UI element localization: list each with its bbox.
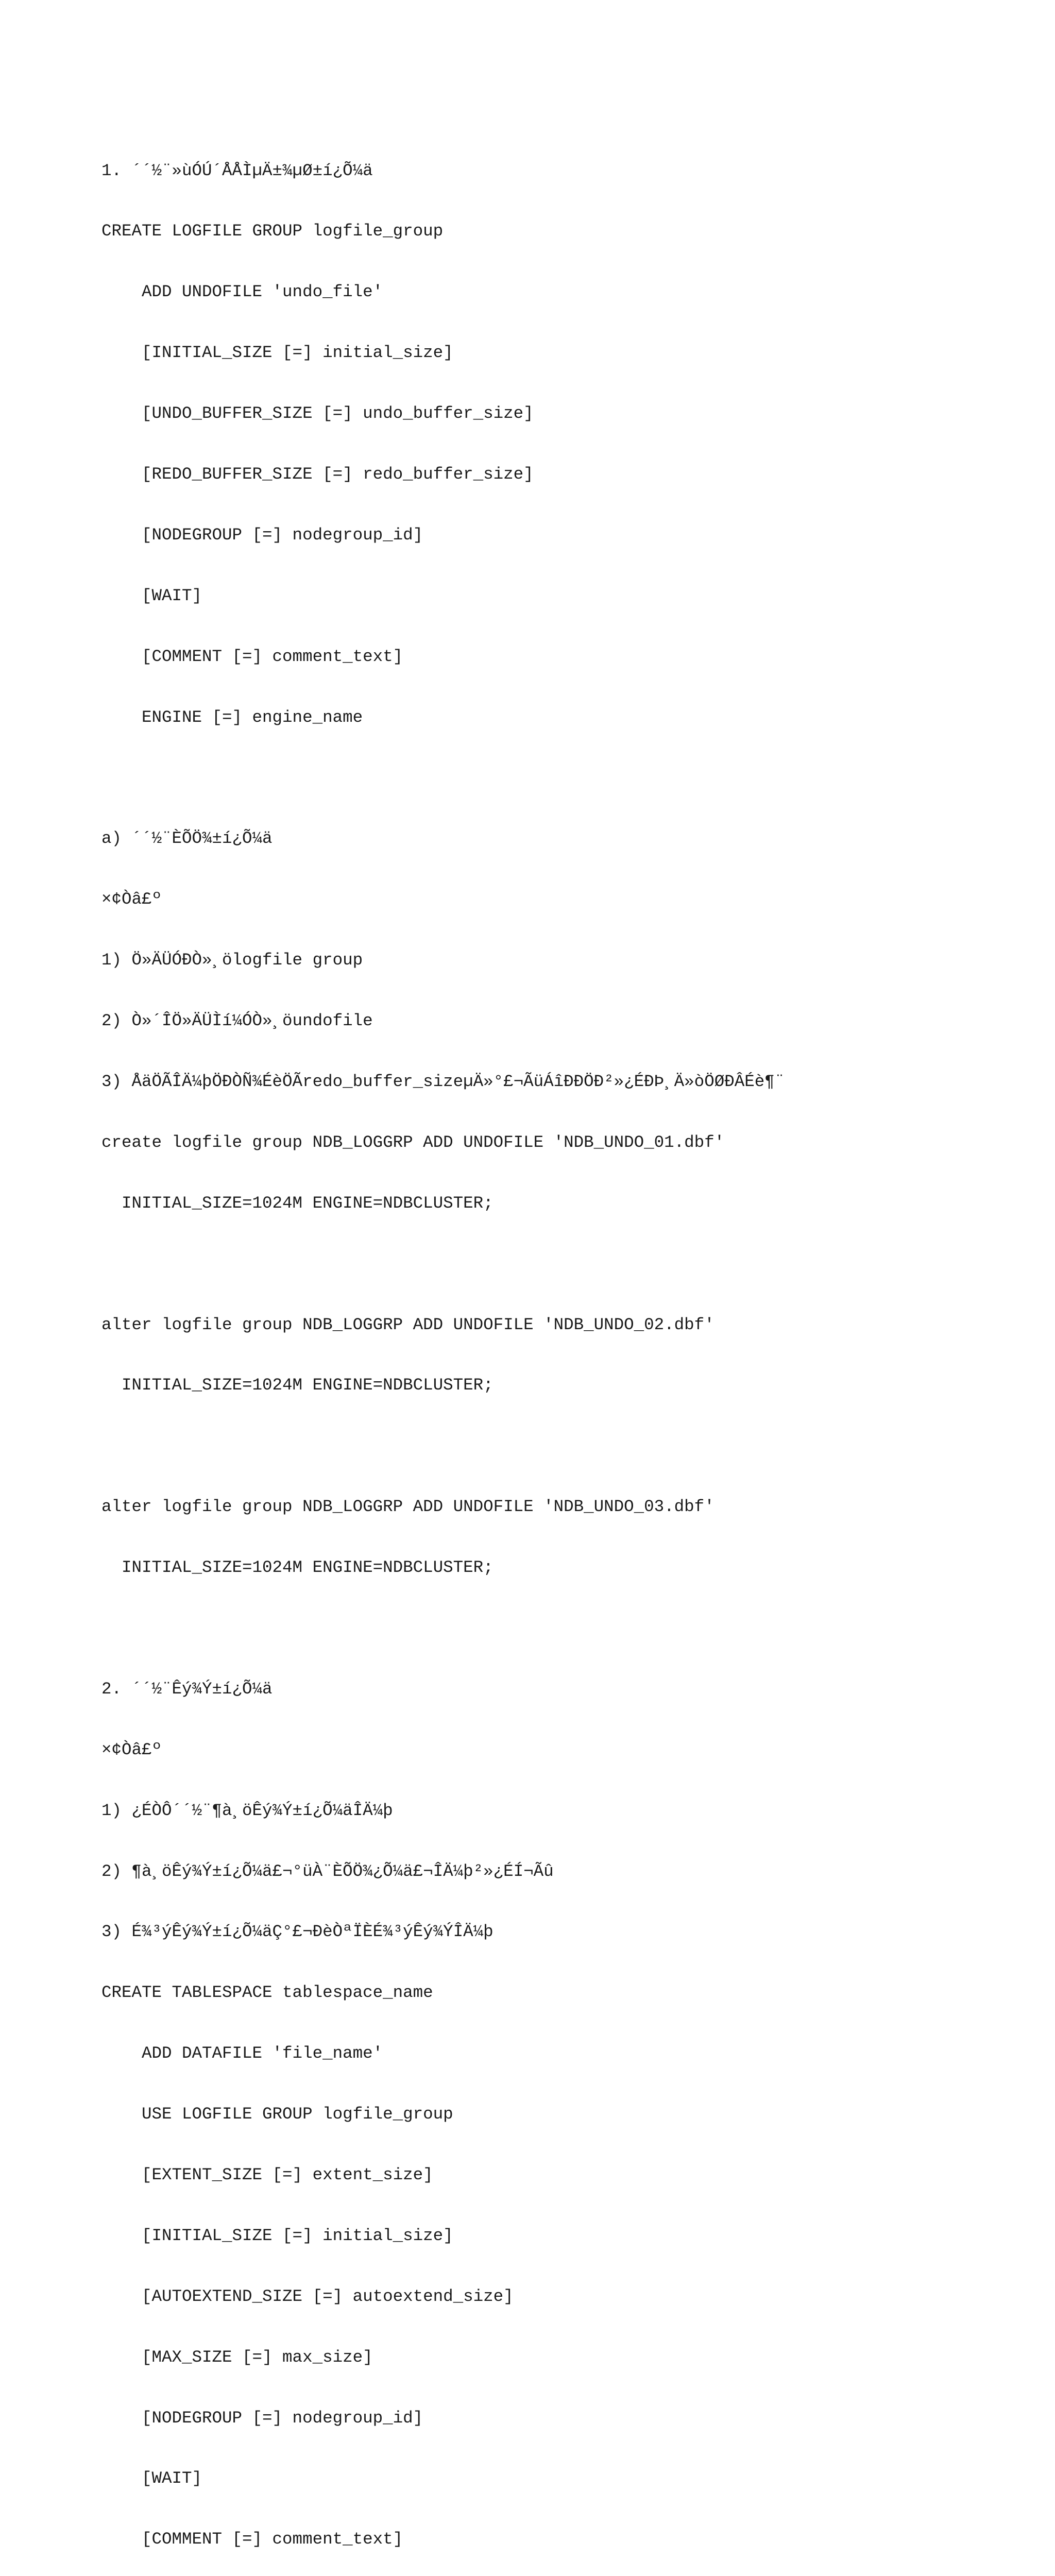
document-line: 2) ¶à¸öÊý¾Ý±í¿Õ¼ä£¬°üÀ¨ÈÕÖ¾¿Õ¼ä£¬ÎÄ¼þ²»¿ÉÍ¬Ãû [101, 1861, 554, 1881]
document-line: 1) Ö»ÄÜÓÐÒ»¸ölogfile group [101, 951, 363, 970]
document-line: ENGINE [=] engine_name [101, 707, 363, 727]
document-line: 2. ´´½¨Êý¾Ý±í¿Õ¼ä [101, 1679, 273, 1699]
document-line: CREATE TABLESPACE tablespace_name [101, 1983, 433, 2003]
document-line: create logfile group NDB_LOGGRP ADD UNDOFILE 'NDB_UNDO_01.dbf' [101, 1132, 725, 1152]
document-line: [NODEGROUP [=] nodegroup_id] [101, 525, 423, 545]
document-line: [WAIT] [101, 586, 202, 605]
document-line: 1) ¿ÉÒÔ´´½¨¶à¸öÊý¾Ý±í¿Õ¼äÎÄ¼þ [101, 1801, 393, 1820]
document-line: [NODEGROUP [=] nodegroup_id] [101, 2408, 423, 2428]
document-line [101, 768, 1029, 788]
document-line: [UNDO_BUFFER_SIZE [=] undo_buffer_size] [101, 404, 534, 423]
document-line: ×¢Òâ£º [101, 1740, 162, 1759]
document-line: [COMMENT [=] comment_text] [101, 647, 403, 666]
document-line [101, 1436, 1029, 1456]
document-line: [INITIAL_SIZE [=] initial_size] [101, 2226, 453, 2245]
document-line: [REDO_BUFFER_SIZE [=] redo_buffer_size] [101, 465, 534, 484]
document-line: 3) É¾³ýÊý¾Ý±í¿Õ¼äÇ°£¬ÐèÒªÏÈÉ¾³ýÊý¾ÝÎÄ¼þ [101, 1922, 494, 1942]
document-line: [MAX_SIZE [=] max_size] [101, 2347, 373, 2367]
document-body [101, 120, 1029, 2576]
document-line: [AUTOEXTEND_SIZE [=] autoextend_size] [101, 2286, 514, 2306]
document-line: ADD UNDOFILE 'undo_file' [101, 282, 383, 302]
document-line: ×¢Òâ£º [101, 890, 162, 909]
document-line: [EXTENT_SIZE [=] extent_size] [101, 2165, 433, 2184]
document-line: 2) Ò»´ÎÖ»ÄÜÌí¼ÓÒ»¸öundofile [101, 1011, 373, 1031]
document-line: INITIAL_SIZE=1024M ENGINE=NDBCLUSTER; [101, 1376, 494, 1395]
document-line: USE LOGFILE GROUP logfile_group [101, 2105, 453, 2124]
document-line: INITIAL_SIZE=1024M ENGINE=NDBCLUSTER; [101, 1193, 494, 1213]
document-line: [WAIT] [101, 2469, 202, 2488]
document-line: CREATE LOGFILE GROUP logfile_group [101, 222, 444, 241]
document-line: [INITIAL_SIZE [=] initial_size] [101, 343, 453, 363]
document-line: 3) ÅäÖÃÎÄ¼þÖÐÒÑ¾ÉèÖÃredo_buffer_sizeµÄ»°£¬ÃüÁîÐÐÖÐ²»¿ÉÐÞ¸Ä»òÖØÐÂÉè¶¨ [101, 1072, 785, 1091]
document-line [101, 1254, 1029, 1274]
document-line: INITIAL_SIZE=1024M ENGINE=NDBCLUSTER; [101, 1558, 494, 1578]
document-line: ADD DATAFILE 'file_name' [101, 2044, 383, 2063]
document-line: 1. ´´½¨»ùÓÚ´ÅÅÌµÄ±¾µØ±í¿Õ¼ä [101, 161, 373, 180]
document-line: a) ´´½¨ÈÕÖ¾±í¿Õ¼ä [101, 829, 273, 849]
document-line: alter logfile group NDB_LOGGRP ADD UNDOFILE 'NDB_UNDO_02.dbf' [101, 1315, 714, 1334]
document-line: [COMMENT [=] comment_text] [101, 2530, 403, 2549]
document-line [101, 1618, 1029, 1638]
document-line: alter logfile group NDB_LOGGRP ADD UNDOFILE 'NDB_UNDO_03.dbf' [101, 1497, 714, 1517]
